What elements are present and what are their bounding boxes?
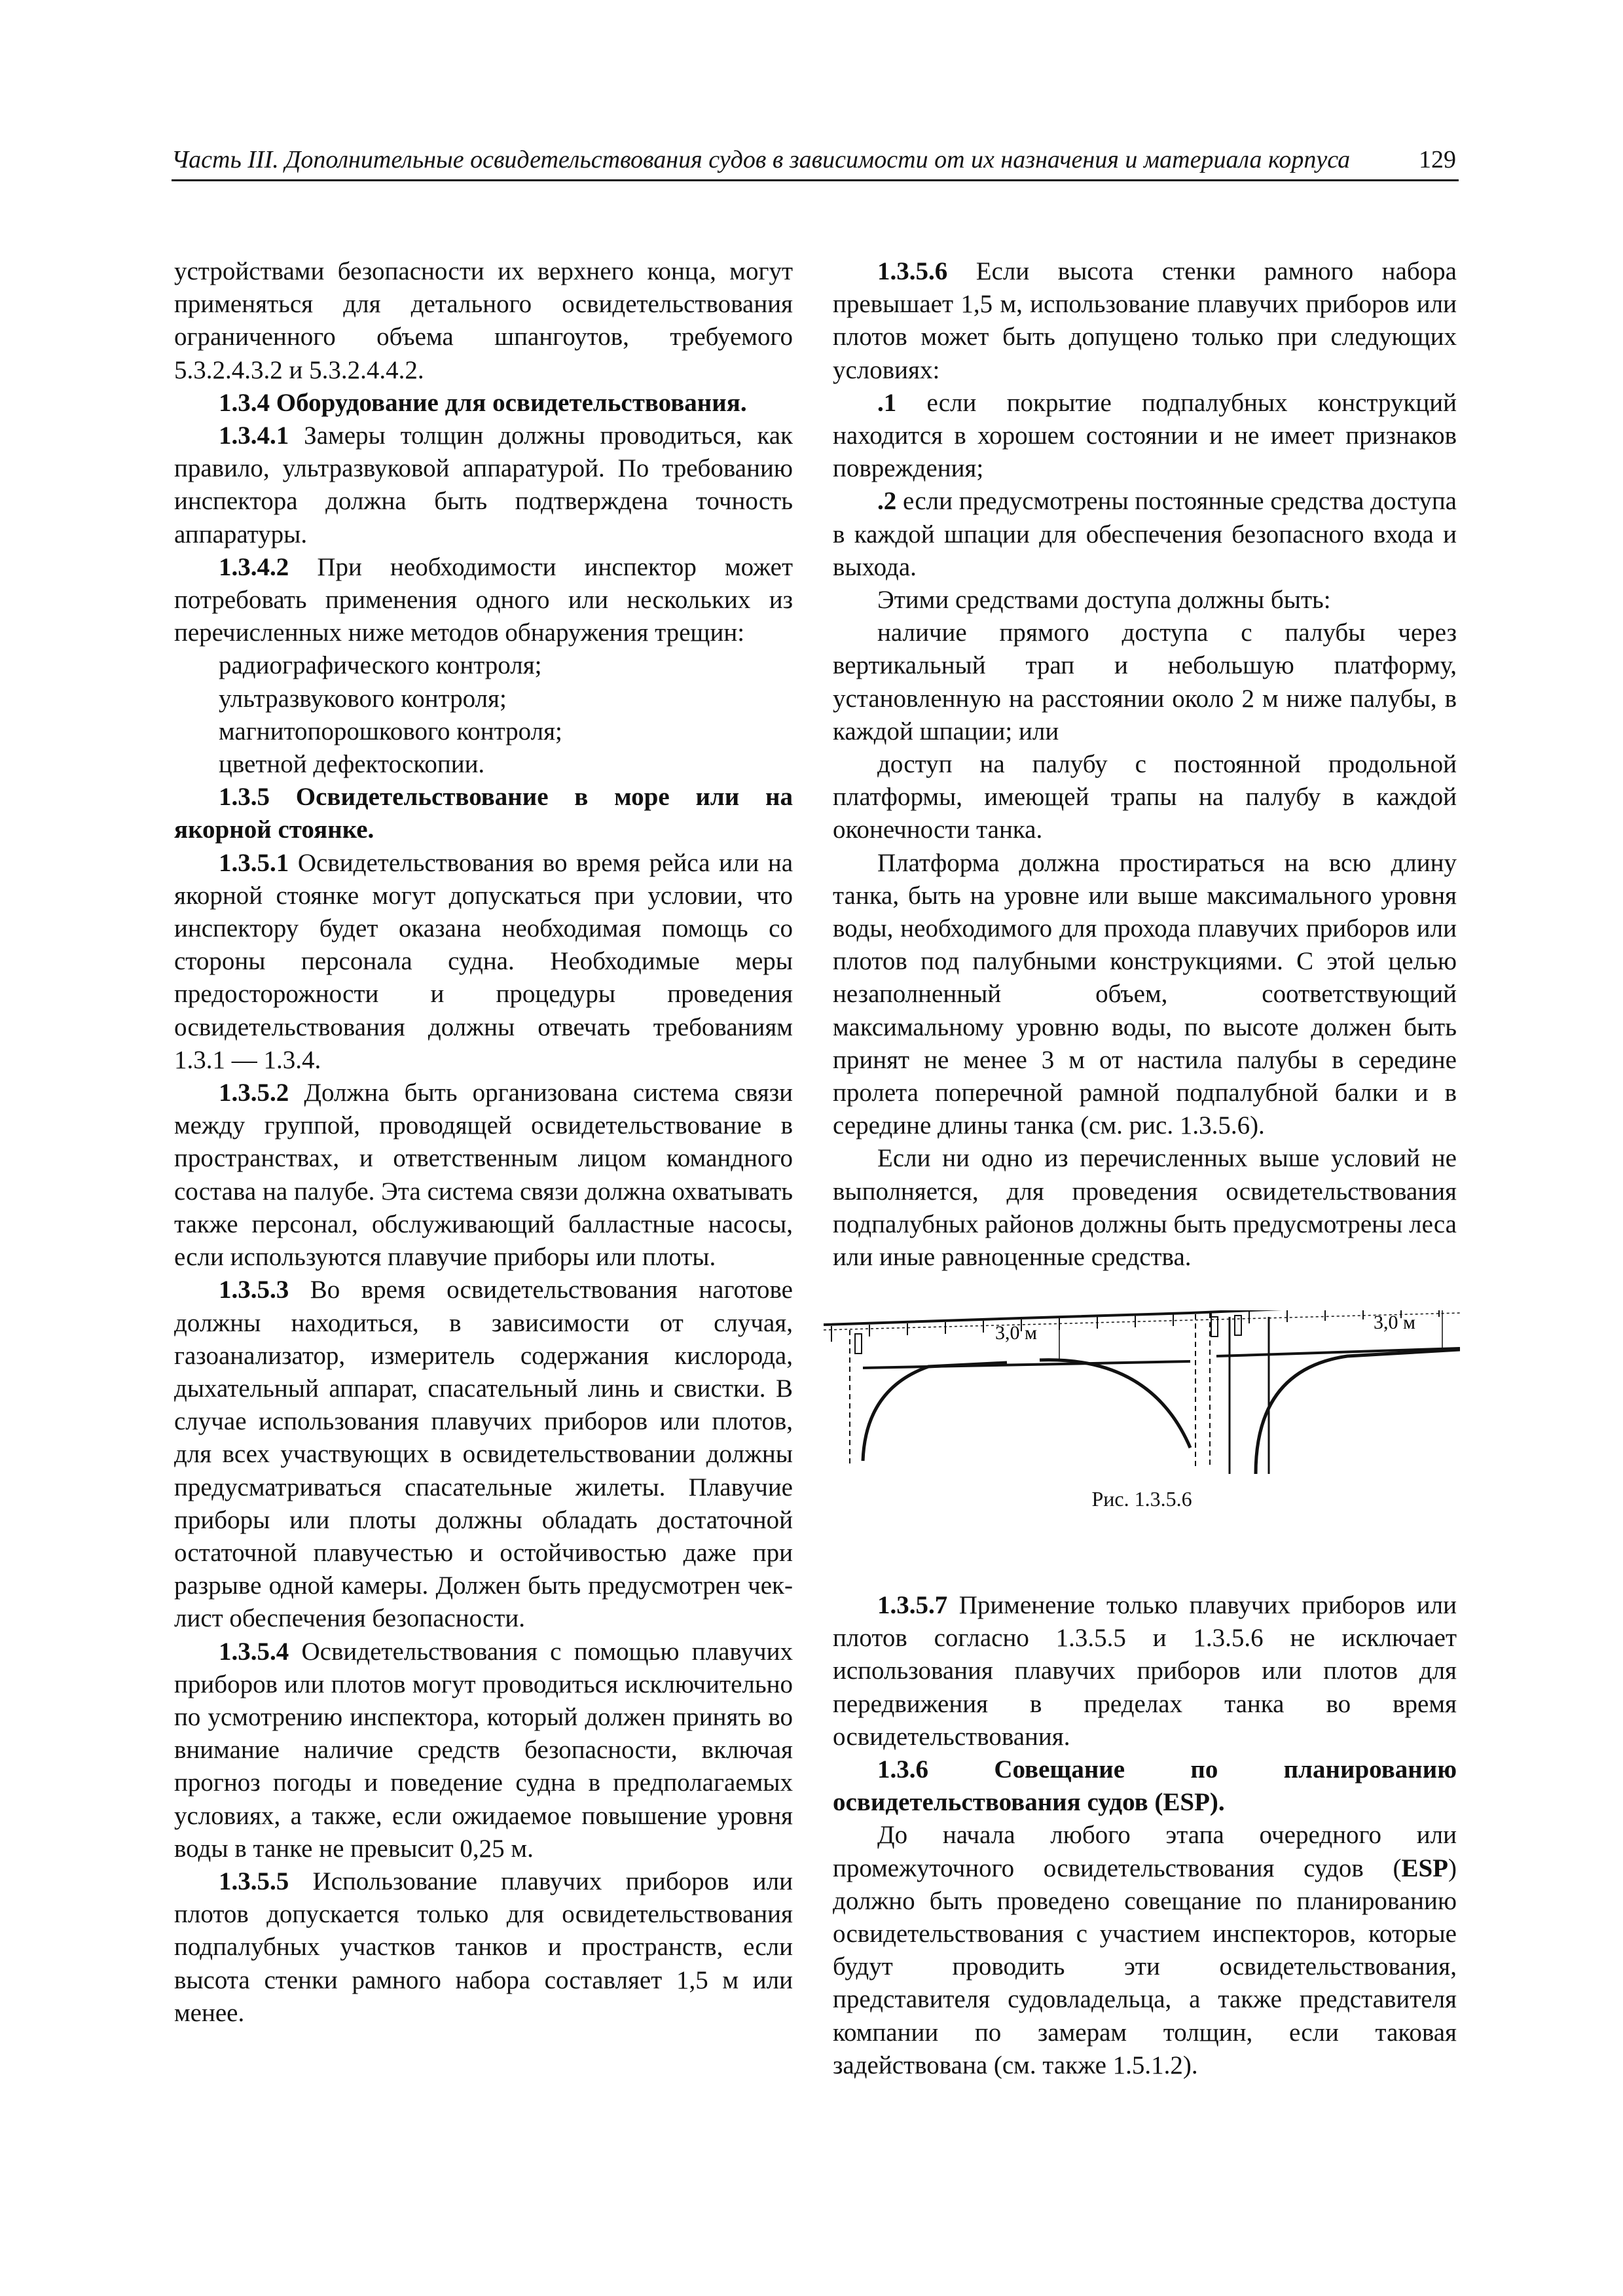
web-frame-left [863,1363,1007,1461]
paragraph-1-3-5-1: 1.3.5.1 Освидетельствования во время рейса или на якорной стоянке могут допускаться при условии, что инспектору будет оказана необходимая помощь со стороны персонала судна. Необходимые меры предосторожности и процедуры проведения освидетельствования должны отвечать требованиям 1.3.1 — 1.3.4. [174,848,793,1074]
list-item: цветной дефектоскопии. [219,750,485,779]
page-number: 129 [1419,146,1456,173]
figure-1-3-5-6 [824,1310,1460,1480]
paragraph-1-3-5-3: 1.3.5.3 Во время освидетельствования наготове должны находиться, в зависимости от случая, газоанализатор, измеритель содержания кислорода, дыхательный аппарат, спасательный линь и свистки. В случае использования плавучих приборов или плотов, для всех участвующих в освидетельствовании должны предусматриваться спасательные жилеты. Плавучие приборы или плоты должны обладать достаточной остаточной плавучестью и остойчивостью даже при разрыве одной камеры. Должен быть предусмотрен чек-лист обеспечения безопасности. [174,1276,793,1633]
condition-2: .2 если предусмотрены постоянные средства доступа в каждой шпации для обеспечения безопасного входа и выхода. [833,487,1457,581]
paragraph: Платформа должна простираться на всю длину танка, быть на уровне или выше максимального уровня воды, необходимого для прохода плавучих приборов или плотов под палубными конструкциями. С этой целью незаполненный объем, соответствующий максимальному уровню воды, по высоте должен быть принят не менее 3 м от настила палубы в середине пролета поперечной рамной подпалубной балки и в середине длины танка (см. рис. 1.3.5.6). [833,848,1457,1140]
paragraph-1-3-5-2: 1.3.5.2 Должна быть организована система связи между группой, проводящей освидетельствование в пространствах, и ответственным лицом командного состава на палубе. Эта система связи должна охватывать также персонал, обслуживающий балластные насосы, если используются плавучие приборы или плоты. [174,1079,793,1272]
stiffener-box [855,1334,862,1354]
dim-label-left: 3,0 м [995,1322,1037,1344]
right-column-bottom [833,1589,1457,2082]
list-item: ультразвукового контроля; [219,684,507,713]
right-column-top [833,255,1457,1274]
dim-label-right: 3,0 м [1374,1312,1415,1333]
paragraph: устройствами безопасности их верхнего конца, могут применяться для детального освидетельствования ограниченного объема шпангоутов, требуемого 5.3.2.4.3.2 и 5.3.2.4.4.2. [174,257,793,384]
deck-line [824,1310,1460,1325]
figure-caption: Рис. 1.3.5.6 [1091,1487,1192,1511]
paragraph-1-3-4-2: 1.3.4.2 При необходимости инспектор может потребовать применения одного или нескольких из перечисленных ниже методов обнаружения трещин: [174,552,793,647]
list-item: радиографического контроля; [219,651,542,680]
running-title: Часть III. Дополнительные освидетельствования судов в зависимости от их назначения и материала корпуса [172,146,1351,173]
paragraph-1-3-4-1: 1.3.4.1 Замеры толщин должны проводиться, как правило, ультразвуковой аппаратурой. По требованию инспектора должна быть подтверждена точность аппаратуры. [174,422,793,548]
water-level-line [863,1361,1190,1368]
paragraph-1-3-5-5: 1.3.5.5 Использование плавучих приборов или плотов допускается только для освидетельствования подпалубных участков танков и пространств, если высота стенки рамного набора составляет 1,5 м или менее. [174,1867,793,2027]
paragraph-1-3-5-6: 1.3.5.6 Если высота стенки рамного набора превышает 1,5 м, использование плавучих приборов или плотов может быть допущено только при следующих условиях: [833,257,1457,384]
paragraph: Этими средствами доступа должны быть: [877,586,1331,615]
condition-1: .1 если покрытие подпалубных конструкций находится в хорошем состоянии и не имеет признаков повреждения; [833,388,1457,483]
web-frame-right [1256,1350,1460,1474]
section-heading-1-3-6: 1.3.6 Совещание по планированию освидетельствования судов (ESP). [833,1755,1457,1817]
paragraph: Если ни одно из перечисленных выше условий не выполняется, для проведения освидетельствования подпалубных районов должны быть предусмотрены леса или иные равноценные средства. [833,1144,1457,1272]
list-item: магнитопорошкового контроля; [219,717,562,745]
left-column [174,255,793,2030]
section-heading-1-3-4: 1.3.4 Оборудование для освидетельствования. [219,388,747,417]
paragraph: наличие прямого доступа с палубы через вертикальный трап и небольшую платформу, установленную на расстоянии около 2 м ниже палубы, в каждой шпации; или [833,619,1457,745]
paragraph-1-3-5-4: 1.3.5.4 Освидетельствования с помощью плавучих приборов или плотов могут проводиться исключительно по усмотрению инспектора, который должен принять во внимание наличие средств безопасности, включая прогноз погоды и поведение судна в предполагаемых условиях, а также, если ожидаемое повышение уровня воды в танке не превысит 0,25 м. [174,1637,793,1863]
web-frame-middle [1040,1360,1190,1448]
page-header [172,140,1459,181]
paragraph-1-3-5-7: 1.3.5.7 Применение только плавучих приборов или плотов согласно 1.3.5.5 и 1.3.5.6 не исключает использования плавучих приборов или плотов для передвижения в пределах танка во время освидетельствования. [833,1591,1457,1751]
paragraph: доступ на палубу с постоянной продольной платформы, имеющей трапы на палубу в каждой оконечности танка. [833,750,1457,844]
paragraph-1-3-6: До начала любого этапа очередного или промежуточного освидетельствования судов (ESP) должно быть проведено совещание по планированию освидетельствования с участием инспекторов, которые будут проводить эти освидетельствования, представителя судовладельца, а также представителя компании по замерам толщин, если таковая задействована (см. также 1.5.1.2). [833,1821,1457,2079]
section-heading-1-3-5: 1.3.5 Освидетельствование в море или на якорной стоянке. [174,783,793,844]
